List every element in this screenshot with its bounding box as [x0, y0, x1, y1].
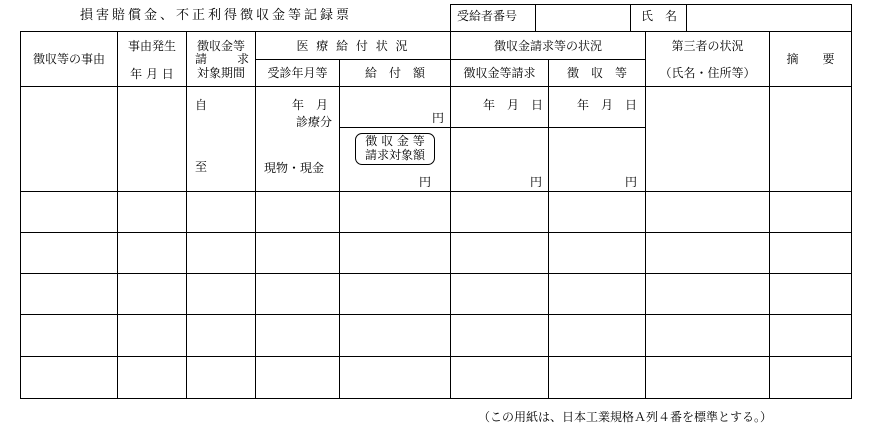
table-cell-third-party-row2[interactable]	[646, 192, 769, 232]
name-label: 氏 名	[641, 9, 678, 23]
table-cell-collection-row6[interactable]	[549, 357, 645, 398]
table-cell-occurrence-date-row1[interactable]	[118, 87, 186, 191]
table-cell-claim-period-row3[interactable]	[187, 233, 255, 273]
table-cell-benefit-amount-row1[interactable]	[340, 87, 450, 191]
name-field[interactable]	[687, 5, 851, 30]
form-title: 損害賠償金、不正利得徴収金等記録票	[80, 8, 353, 23]
table-cell-benefit-amount-row3[interactable]	[340, 233, 450, 273]
table-cell-third-party-row4[interactable]	[646, 274, 769, 314]
table-cell-visit-month-row6[interactable]	[256, 357, 339, 398]
table-cell-reason-row4[interactable]	[21, 274, 117, 314]
table-cell-remarks-row4[interactable]	[770, 274, 851, 314]
header-box-div3	[686, 4, 687, 31]
table-cell-collection-row2[interactable]	[549, 192, 645, 232]
header-third-party-top: 第三者の状況	[671, 39, 744, 53]
row1-collect-date: 年 月 日	[576, 98, 637, 112]
table-cell-collection-claim-row4[interactable]	[451, 274, 548, 314]
table-cell-remarks-row1[interactable]	[770, 87, 851, 191]
table-cell-visit-month-row4[interactable]	[256, 274, 339, 314]
table-cell-claim-period-row4[interactable]	[187, 274, 255, 314]
table-cell-benefit-amount-row5[interactable]	[340, 315, 450, 356]
header-occurrence-top: 事由発生	[127, 39, 176, 53]
row1-from: 自	[195, 98, 208, 112]
table-cell-reason-row1[interactable]	[21, 87, 117, 191]
header-box-right	[851, 4, 852, 31]
table-cell-claim-period-row1[interactable]	[187, 87, 255, 191]
table-cell-reason-row2[interactable]	[21, 192, 117, 232]
row1-yen-1: 円	[431, 111, 444, 125]
table-cell-third-party-row1[interactable]	[646, 87, 769, 191]
table-cell-visit-month-row1[interactable]	[256, 87, 339, 191]
table-cell-remarks-row5[interactable]	[770, 315, 851, 356]
row1-in-kind-cash: 現物・現金	[264, 161, 325, 175]
table-cell-reason-row5[interactable]	[21, 315, 117, 356]
table-cell-occurrence-date-row3[interactable]	[118, 233, 186, 273]
header-claim-period-l3: 対象期間	[196, 66, 245, 80]
row1-sub-claim-l2: 請求対象額	[364, 148, 425, 162]
header-claim-period-l2a: 請	[195, 52, 208, 66]
table-cell-remarks-row6[interactable]	[770, 357, 851, 398]
table-cell-occurrence-date-row5[interactable]	[118, 315, 186, 356]
table-cell-occurrence-date-row4[interactable]	[118, 274, 186, 314]
table-cell-collection-row4[interactable]	[549, 274, 645, 314]
recipient-number-field[interactable]	[536, 5, 629, 30]
row1-yen-3: 円	[529, 175, 542, 189]
row1-yen-2: 円	[418, 175, 431, 189]
header-occurrence-bottom: 年 月 日	[130, 67, 174, 81]
header-claim-period-l2b: 求	[237, 52, 250, 66]
table-cell-visit-month-row5[interactable]	[256, 315, 339, 356]
table-cell-occurrence-date-row6[interactable]	[118, 357, 186, 398]
table-cell-collection-claim-row6[interactable]	[451, 357, 548, 398]
header-box-div1	[535, 4, 536, 31]
col-line-9	[851, 31, 852, 398]
row1-yen-4: 円	[624, 175, 637, 189]
header-reason: 徴収等の事由	[32, 52, 105, 66]
table-cell-collection-row5[interactable]	[549, 315, 645, 356]
table-cell-collection-claim-row1[interactable]	[451, 87, 548, 191]
table-cell-visit-month-row3[interactable]	[256, 233, 339, 273]
footer-note: （この用紙は、日本工業規格Ａ列４番を標準とする。）	[478, 410, 773, 424]
table-cell-claim-period-row6[interactable]	[187, 357, 255, 398]
table-cell-collection-row3[interactable]	[549, 233, 645, 273]
table-cell-remarks-row2[interactable]	[770, 192, 851, 232]
row1-to: 至	[195, 160, 208, 174]
row1-year-month: 年 月	[291, 98, 328, 112]
header-collection-group: 徴収金請求等の状況	[493, 39, 602, 53]
table-cell-collection-row1[interactable]	[549, 87, 645, 191]
header-remarks: 摘 要	[786, 52, 835, 66]
table-cell-third-party-row6[interactable]	[646, 357, 769, 398]
table-cell-third-party-row3[interactable]	[646, 233, 769, 273]
table-cell-occurrence-date-row2[interactable]	[118, 192, 186, 232]
table-cell-benefit-amount-row6[interactable]	[340, 357, 450, 398]
header-collection-claim: 徴収金等請求	[463, 66, 536, 80]
table-cell-collection-claim-row3[interactable]	[451, 233, 548, 273]
header-medical-month: 受診年月等	[267, 66, 328, 80]
table-cell-third-party-row5[interactable]	[646, 315, 769, 356]
table-cell-claim-period-row2[interactable]	[187, 192, 255, 232]
header-medical-group: 医 療 給 付 状 況	[296, 39, 410, 53]
table-cell-benefit-amount-row2[interactable]	[340, 192, 450, 232]
table-cell-collection-claim-row5[interactable]	[451, 315, 548, 356]
recipient-number-label: 受給者番号	[457, 9, 518, 23]
table-cell-visit-month-row2[interactable]	[256, 192, 339, 232]
table-cell-benefit-amount-row4[interactable]	[340, 274, 450, 314]
table-cell-claim-period-row5[interactable]	[187, 315, 255, 356]
header-box-top	[450, 4, 852, 5]
table-cell-remarks-row3[interactable]	[770, 233, 851, 273]
row1-claim-date: 年 月 日	[482, 98, 543, 112]
header-box-left	[450, 4, 451, 31]
row1-treatment-portion: 診療分	[295, 115, 332, 129]
table-cell-reason-row6[interactable]	[21, 357, 117, 398]
header-third-party-bottom: （氏名・住所等）	[659, 66, 756, 80]
header-box-div2	[630, 4, 631, 31]
table-cell-reason-row3[interactable]	[21, 233, 117, 273]
table-bottom-line	[20, 398, 852, 399]
header-medical-amount: 給 付 額	[364, 66, 425, 80]
table-top-line	[20, 31, 852, 32]
header-collection-collect: 徴 収 等	[566, 66, 627, 80]
table-cell-collection-claim-row2[interactable]	[451, 192, 548, 232]
row1-sub-claim-l1: 徴 収 金 等	[365, 134, 425, 148]
header-claim-period-l1: 徴収金等	[196, 39, 245, 53]
